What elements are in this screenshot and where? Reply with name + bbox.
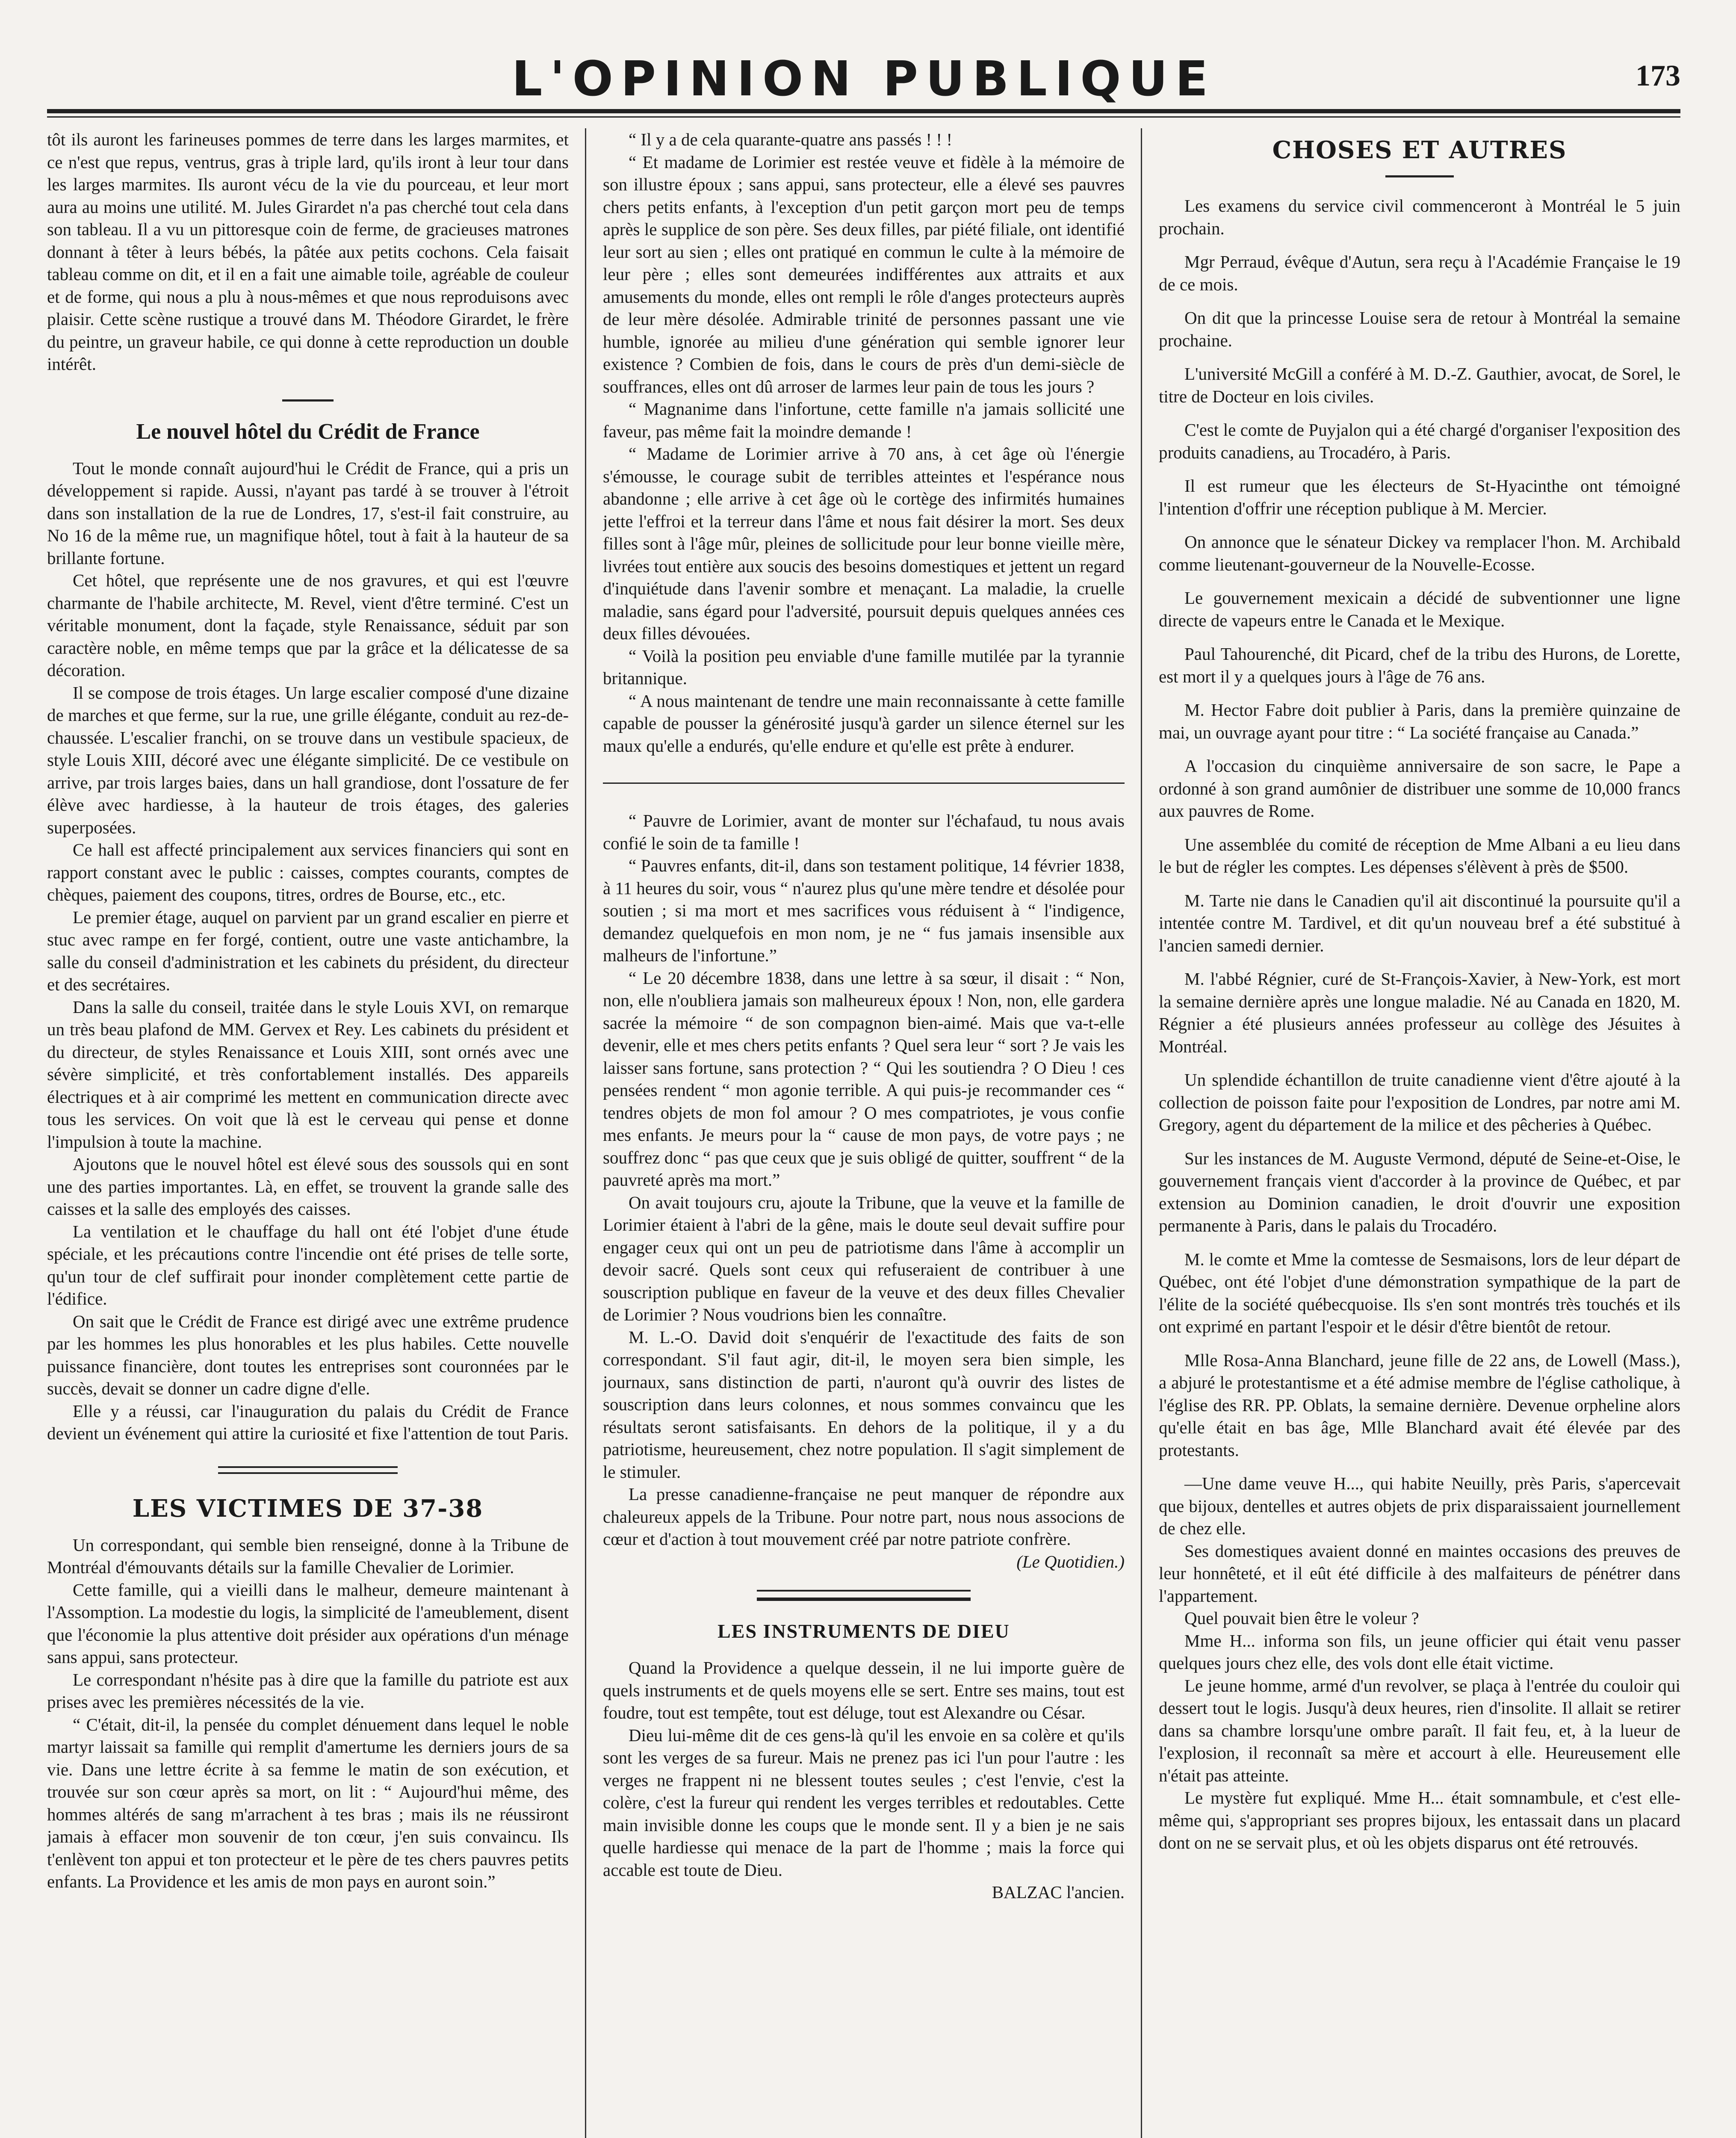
news-item: L'université McGill a conféré à M. D.-Z. Gauthier, avocat, de Sorel, le titre de Docteur en lois civiles. xyxy=(1159,364,1680,406)
paragraph: Dans la salle du conseil, traitée dans le style Louis XVI, on remarque un très beau plafond de MM. Gervex et Rey. Les cabinets du président et du directeur, de styles Renaissance et Louis XIII, sont ornés avec une sévère simplicité, et très confortablement installés. Des appareils électriques et à air comprimé les mettent en communication directe avec tous les services. On voit que là est le cerveau qui pense et donne l'impulsion à toute la machine. xyxy=(47,997,569,1152)
paragraph: Quand la Providence a quelque dessein, il ne lui importe guère de quels instruments et de quels moyens elle se sert. Entre ses mains, tout est foudre, tout est tempête, tout est déluge, tout est Alexandre ou César. xyxy=(603,1658,1125,1722)
paragraph: Le mystère fut expliqué. Mme H... était somnambule, et c'est elle-même qui, s'appropriant ses propres bijoux, les entassait dans un placard dont on ne se servait plus, et où les objets disparus ont été retrouvés. xyxy=(1159,1788,1680,1852)
victimes-article xyxy=(47,1534,569,1893)
victimes-headline: LES VICTIMES DE 37-38 xyxy=(132,1494,484,1523)
paragraph: Ajoutons que le nouvel hôtel est élevé sous des soussols qui en sont une des parties importantes. Là, en effet, se trouvent la grande salle des caisses et la salle des employés des caisses. xyxy=(47,1154,569,1219)
paragraph: Il se compose de trois étages. Un large escalier composé d'une dizaine de marches et que ferme, sur la rue, une grille élégante, conduit au rez-de-chaussée. L'escalier franchi, on se trouve dans un vestibule spacieux, de style Louis XIII, décoré avec une élégante simplicité. De ce vestibule on arrive, par trois larges baies, dans un hall grandiose, dont l'ossature de fer élève avec hardiesse, à la hauteur de trois étages, des galeries superposées. xyxy=(47,682,569,837)
paragraph: Quel pouvait bien être le voleur ? xyxy=(1184,1608,1419,1628)
instruments-headline: LES INSTRUMENTS DE DIEU xyxy=(717,1620,1010,1642)
section-rule xyxy=(282,399,334,402)
news-items xyxy=(1159,195,1680,1461)
paragraph: Mme H... informa son fils, un jeune officier qui était venu passer quelques jours chez elle, des vols dont elle était victime. xyxy=(1159,1630,1680,1673)
article-continuation: tôt ils auront les farineuses pommes de terre dans les larges marmites, et ce n'est que repus, ventrus, gras à triple lard, qu'ils iront à leur tour dans les larges marmites. Ils auront vécu de la vie du pourceau, et leur mort aura au moins une utilité. M. Jules Girardet n'a pas cherché tout cela dans son tableau. Il a vu un pittoresque coin de ferme, de gracieuses matrones donnant à têter à leurs bébés, la pâtée aux petits cochons. Cela faisait tableau comme on dit, et il en a fait une aimable toile, agréable de couleur et de forme, qui nous a plu à nous-mêmes et que nous reproduisons avec plaisir. Cette scène rustique a trouvé dans M. Théodore Girardet, le frère du peintre, un graveur habile, ce qui donne à cette reproduction un double intérêt. xyxy=(47,130,569,374)
lorimier-article xyxy=(603,809,1125,1573)
news-item: M. le comte et Mme la comtesse de Sesmaisons, lors de leur départ de Québec, ont été l'objet d'une démonstration sympathique de la part de l'élite de la société québecquoise. Ils s'en sont montrés très touchés et ils ont exprimé en partant l'espoir et le désir d'être bientôt de retour. xyxy=(1159,1249,1680,1336)
news-item: Mlle Rosa-Anna Blanchard, jeune fille de 22 ans, de Lowell (Mass.), a abjuré le protestantisme et a été admise membre de l'église catholique, à l'église des RR. PP. Oblats, la semaine dernière. Devenue orpheline alors qu'elle était en bas âge, Mlle Blanchard avait été élevée par des protestants. xyxy=(1159,1350,1680,1460)
source-credit: (Le Quotidien.) xyxy=(1016,1551,1125,1571)
paragraph: La ventilation et le chauffage du hall ont été l'objet d'une étude spéciale, et les précautions contre l'incendie ont été prises de telle sorte, qu'un tour de clef suffirait pour inonder complètement cette partie de l'édifice. xyxy=(47,1221,569,1308)
section-rule xyxy=(757,1590,971,1601)
news-item: Il est rumeur que les électeurs de St-Hyacinthe ont témoigné l'intention d'offrir une réception publique à M. Mercier. xyxy=(1159,476,1680,518)
paragraph: Un correspondant, qui semble bien renseigné, donne à la Tribune de Montréal d'émouvants détails sur la famille Chevalier de Lorimier. xyxy=(47,1535,569,1577)
news-item: A l'occasion du cinquième anniversaire de son sacre, le Pape a ordonné à son grand aumônier de distribuer une somme de 10,000 francs aux pauvres de Rome. xyxy=(1159,756,1680,821)
news-item: Le gouvernement mexicain a décidé de subventionner une ligne directe de vapeurs entre le Canada et le Mexique. xyxy=(1159,588,1680,630)
credit-france-headline: Le nouvel hôtel du Crédit de France xyxy=(136,419,480,444)
news-item: M. l'abbé Régnier, curé de St-François-Xavier, à New-York, est mort la semaine dernière après une longue maladie. Né au Canada en 1820, M. Régnier a été plusieurs années professeur au collège des Jésuites à Montréal. xyxy=(1159,969,1680,1056)
section-rule xyxy=(603,783,1125,784)
paragraph: “ Magnanime dans l'infortune, cette famille n'a jamais sollicité une faveur, pas même fait la moindre demande ! xyxy=(603,399,1125,441)
news-item: On dit que la princesse Louise sera de retour à Montréal la semaine prochaine. xyxy=(1159,308,1680,350)
paragraph: Le correspondant n'hésite pas à dire que la famille du patriote est aux prises avec les premières nécessités de la vie. xyxy=(47,1669,569,1712)
paragraph: Ce hall est affecté principalement aux services financiers qui sont en rapport constant avec le public : caisses, comptes courants, comptes de chèques, paiement des coupons, titres, ordres de Bourse, etc., etc. xyxy=(47,840,569,904)
paragraph: On sait que le Crédit de France est dirigé avec une extrême prudence par les hommes les plus honorables et les plus habiles. Cette nouvelle puissance financière, dont toutes les entreprises sont couronnées par le succès, devait se donner un cadre digne d'elle. xyxy=(47,1311,569,1398)
news-item: Les examens du service civil commenceront à Montréal le 5 juin prochain. xyxy=(1159,196,1680,238)
paragraph: Ses domestiques avaient donné en maintes occasions des preuves de leur honnêteté, et il eût été difficile à des malfaiteurs de pénétrer dans l'appartement. xyxy=(1159,1541,1680,1606)
paragraph: Cet hôtel, que représente une de nos gravures, et qui est l'œuvre charmante de l'habile architecte, M. Revel, vient d'être terminé. C'est un véritable monument, dont la façade, style Renaissance, séduit par son caractère noble, en même temps que par la grâce et la délicatesse de sa décoration. xyxy=(47,570,569,680)
column-divider xyxy=(585,128,586,2138)
column-divider xyxy=(1141,128,1142,2138)
news-item: Sur les instances de M. Auguste Vermond, député de Seine-et-Oise, le gouvernement français vient d'accorder à la province de Québec, et par extension au Dominion canadien, le droit d'ouvrir une exposition permanente à Paris, dans le palais du Trocadéro. xyxy=(1159,1148,1680,1235)
paragraph: “ Madame de Lorimier arrive à 70 ans, à cet âge où l'énergie s'émousse, le courage subit de terribles atteintes et l'espérance nous abandonne ; elle arrive à cet âge où le cortège des infirmités humaines jette l'effroi et la terreur dans l'âme et nous fait désirer la mort. Ses deux filles sont à l'âge mûr, pleines de sollicitude pour leur bonne vieille mère, livrées tout entière aux soucis des besoins domestiques et jettent un regard d'inquiétude dans l'avenir sombre et menaçant. La maladie, la cruelle maladie, sans égard pour l'adversité, poursuit depuis quelques années ces deux filles dévouées. xyxy=(603,444,1125,643)
column-1 xyxy=(47,128,569,2138)
section-rule xyxy=(218,1466,398,1474)
newspaper-title: L'OPINION PUBLIQUE xyxy=(511,51,1216,107)
paragraph: La presse canadienne-française ne peut manquer de répondre aux chaleureux appels de la Tribune. Pour notre part, nous nous associons de cœur et d'action à tout mouvement créé par notre patriote confrère. xyxy=(603,1484,1125,1549)
paragraph: “ Le 20 décembre 1838, dans une lettre à sa sœur, il disait : “ Non, non, elle n'oubliera jamais son malheureux époux ! Non, non, elle gardera sacrée la mémoire “ de son compagnon bien-aimé. Mais que va-t-elle devenir, elle et mes chers petits enfants ? Quel sera leur “ sort ? Je vais les laisser sans fortune, sans protection ? “ Qui les soutiendra ? O Dieu ! ces pensées rendent “ mon agonie terrible. A qui puis-je recommander ces “ tendres objets de mon fol amour ? O mes compatriotes, je vous confie mes enfants. Je meurs pour la “ cause de mon pays, de votre pays ; ne souffrez donc “ pas que ceux que je suis obligé de quitter, souffrent “ de la pauvreté après ma mort.” xyxy=(603,968,1125,1190)
masthead-rule xyxy=(47,109,1680,118)
news-item: Paul Tahourenché, dit Picard, chef de la tribu des Hurons, de Lorette, est mort il y a quelques jours à l'âge de 76 ans. xyxy=(1159,644,1680,686)
paragraph: Elle y a réussi, car l'inauguration du palais du Crédit de France devient un événement qui attire la curiosité et fixe l'attention de tout Paris. xyxy=(47,1401,569,1443)
paragraph: “ Voilà la position peu enviable d'une famille mutilée par la tyrannie britannique. xyxy=(603,646,1125,688)
page-number: 173 xyxy=(1636,59,1680,92)
news-item: M. Tarte nie dans le Canadien qu'il ait discontinué la poursuite qu'il a intentée contre M. Tardivel, et dit qu'un nouveau bref a été substitué à l'ancien samedi dernier. xyxy=(1159,890,1680,955)
paragraph: —Une dame veuve H..., qui habite Neuilly, près Paris, s'apercevait que bijoux, dentelles et autres objets de prix disparaissaient journellement de chez elle. xyxy=(1159,1474,1680,1538)
victimes-article-continued xyxy=(603,128,1125,757)
paragraph: “ Pauvres enfants, dit-il, dans son testament politique, 14 février 1838, à 11 heures du soir, vous “ n'aurez plus qu'une mère tendre et désolée pour soutien ; si ma mort et mes sacrifices vous réduisent à “ l'indigence, demandez quelquefois en mon nom, je ne “ fus jamais insensible aux malheurs de l'infortune.” xyxy=(603,856,1125,965)
news-item: On annonce que le sénateur Dickey va remplacer l'hon. M. Archibald comme lieutenant-gouverneur de la Nouvelle-Ecosse. xyxy=(1159,532,1680,574)
paragraph: M. L.-O. David doit s'enquérir de l'exactitude des faits de son correspondant. S'il faut agir, dit-il, le moyen sera bien simple, les journaux, sans distinction de parti, n'auront qu'à ouvrir des listes de souscription dans leurs colonnes, et nous sommes convaincu que les résultats seront satisfaisants. En dehors de la politique, il y a du patriotisme, heureusement, chez notre population. Il s'agit simplement de le stimuler. xyxy=(603,1327,1125,1482)
choses-headline: CHOSES ET AUTRES xyxy=(1272,136,1567,164)
paragraph: On avait toujours cru, ajoute la Tribune, que la veuve et la famille de Lorimier étaient à l'abri de la gêne, mais le doute seul devait suffire pour engager ceux qui ont un peu de patriotisme dans l'âme à accomplir un devoir sacré. Quels sont ceux qui refuseraient de contribuer à une souscription publique en faveur de la veuve et des deux filles Chevalier de Lorimier ? Nous voudrions bien les connaître. xyxy=(603,1192,1125,1324)
news-item: Mgr Perraud, évêque d'Autun, sera reçu à l'Académie Française le 19 de ce mois. xyxy=(1159,252,1680,294)
section-rule xyxy=(1385,175,1454,177)
news-item: Une assemblée du comité de réception de Mme Albani a eu lieu dans le but de régler les comptes. Les dépenses s'élèvent à près de $500. xyxy=(1159,834,1680,877)
masthead xyxy=(47,51,1680,115)
paragraph: “ A nous maintenant de tendre une main reconnaissante à cette famille capable de pousser la générosité jusqu'à garder un silence éternel sur les maux qu'elle a endurés, qu'elle endure et qu'elle est prête à endurer. xyxy=(603,691,1125,756)
paragraph: “ Et madame de Lorimier est restée veuve et fidèle à la mémoire de son illustre époux ; sans appui, sans protecteur, elle a élevé ses pauvres chers petits enfants, à l'exception d'un petit garçon mort peu de temps après le supplice de son père. Ses deux filles, par piété filiale, ont identifié leur sort au sien ; elles ont pratiqué en commun le culte à la mémoire de leur père ; elles sont demeurées indifférentes aux attraits et aux amusements du monde, elles ont rempli le rôle d'anges protecteurs auprès de leur mère désolée. Admirable trinité de personnes passant une vie humble, ignorée au milieu d'une génération qui semble ignorer leur existence ? Combien de fois, dans le cours de près d'un demi-siècle de souffrances, elles ont dû arroser de larmes leur pain de tous les jours ? xyxy=(603,152,1125,396)
paragraph: “ C'était, dit-il, la pensée du complet dénuement dans lequel le noble martyr laissait sa famille qui remplit d'amertume les derniers jours de sa vie. Dans une lettre écrite à sa femme le matin de son exécution, et trouvée sur son cœur après sa mort, on lit : “ Aujourd'hui même, des hommes altérés de sang m'arrachent à tes bras ; mais ils ne réussiront jamais à effacer mon souvenir de ton cœur, j'en suis convaincu. Ils t'enlèvent ton appui et ton protecteur et le père de tes chers pauvres petits enfants. La Providence et les amis de mon pays en auront soin.” xyxy=(47,1714,569,1891)
paragraph: Cette famille, qui a vieilli dans le malheur, demeure maintenant à l'Assomption. La modestie du logis, la simplicité de l'ameublement, disent que l'économie la plus attentive doit présider aux opérations d'un ménage sans appui, sans protecteur. xyxy=(47,1580,569,1667)
paragraph: “ Il y a de cela quarante-quatre ans passés ! ! ! xyxy=(629,130,952,149)
news-item: C'est le comte de Puyjalon qui a été chargé d'organiser l'exposition des produits canadiens, au Trocadéro, à Paris. xyxy=(1159,420,1680,462)
paragraph: Tout le monde connaît aujourd'hui le Crédit de France, qui a pris un développement si rapide. Aussi, n'ayant pas tardé à se trouver à l'étroit dans son installation de la rue de Londres, 17, s'est-il fait construire, au No 16 de la même rue, un magnifique hôtel, tout à fait à la hauteur de sa brillante fortune. xyxy=(47,458,569,568)
column-2 xyxy=(603,128,1125,2138)
column-3 xyxy=(1159,128,1680,2138)
somnambule-story xyxy=(1159,1472,1680,1854)
paragraph: Dieu lui-même dit de ces gens-là qu'il les envoie en sa colère et qu'ils sont les verges de sa fureur. Mais ne prenez pas ici l'un pour l'autre : les verges ne frappent ni ne blessent toutes seules ; c'est l'envie, c'est la colère, c'est la fureur qui rendent les verges terribles et redoutables. Cette main invisible donne les coups que le monde sent. Il y a bien je ne sais quelle hardiesse qui menace de la part de l'homme ; mais la force qui accable est toute de Dieu. xyxy=(603,1725,1125,1880)
news-item: M. Hector Fabre doit publier à Paris, dans la première quinzaine de mai, un ouvrage ayant pour titre : “ La société française au Canada.” xyxy=(1159,700,1680,742)
instruments-article xyxy=(603,1657,1125,1904)
credit-france-article xyxy=(47,457,569,1445)
news-item: Un splendide échantillon de truite canadienne vient d'être ajouté à la collection de poisson faite pour l'exposition de Londres, par notre ami M. Gregory, agent du département de la milice et des pêcheries à Québec. xyxy=(1159,1070,1680,1134)
paragraph: “ Pauvre de Lorimier, avant de monter sur l'échafaud, tu nous avais confié le soin de ta famille ! xyxy=(603,811,1125,853)
author-credit: BALZAC l'ancien. xyxy=(992,1882,1125,1902)
paragraph: Le jeune homme, armé d'un revolver, se plaça à l'entrée du couloir qui dessert tout le logis. Jusqu'à deux heures, rien d'insolite. Il allait se retirer dans sa chambre lorsqu'une ombre paraît. Il fait feu, et, à la lueur de l'explosion, il reconnaît sa mère et accourt à elle. Heureusement elle n'était pas atteinte. xyxy=(1159,1675,1680,1785)
paragraph: Le premier étage, auquel on parvient par un grand escalier en pierre et stuc avec rampe en fer forgé, contient, outre une vaste antichambre, la salle du conseil d'administration et les cabinets du président, du directeur et des secrétaires. xyxy=(47,907,569,994)
